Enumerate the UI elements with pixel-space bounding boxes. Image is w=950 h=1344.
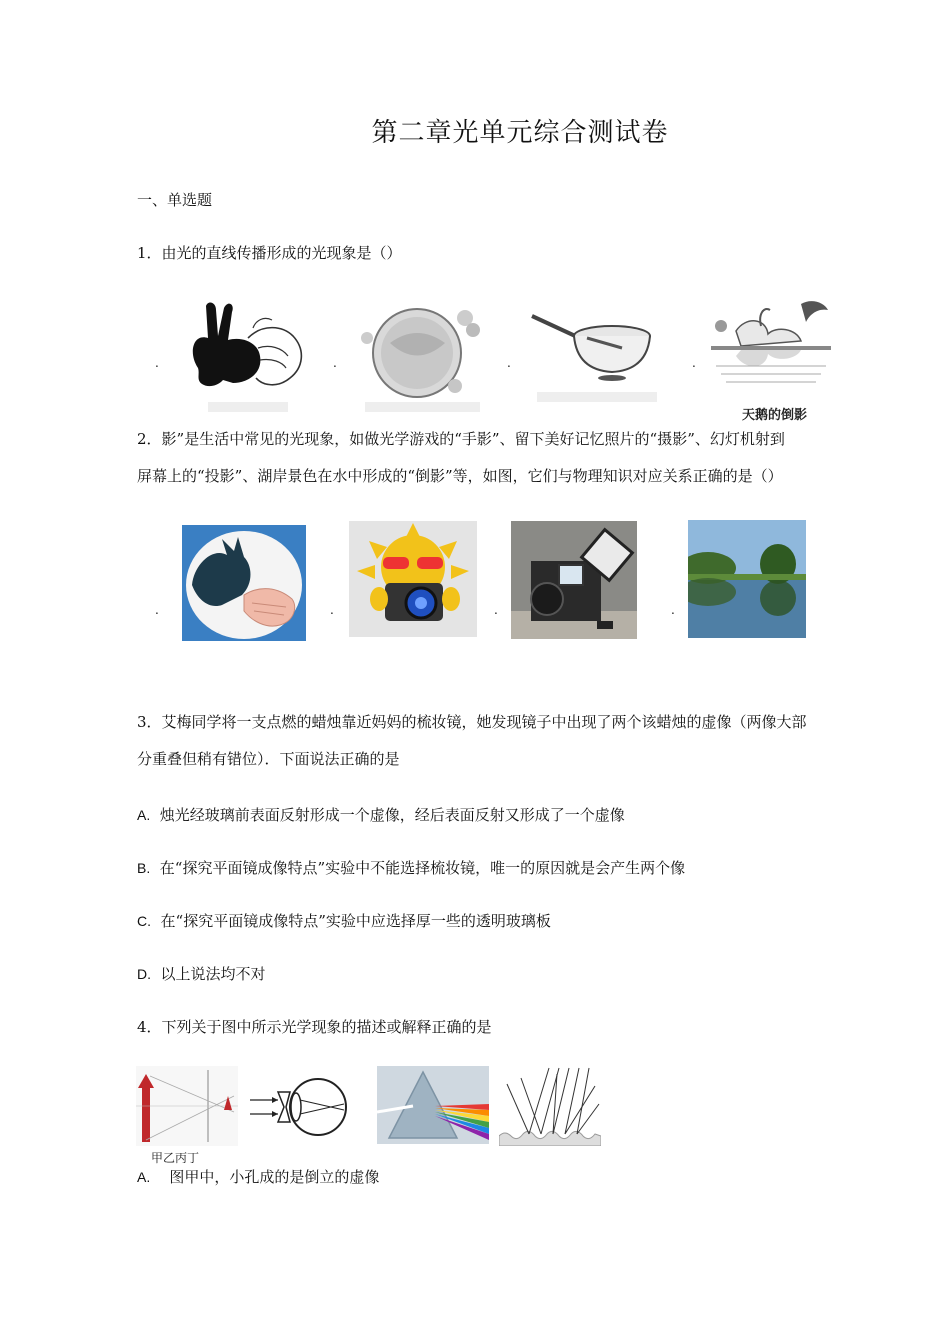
swan-reflection-icon	[706, 296, 836, 404]
question-1-text: 1．由光的直线传播形成的光现象是（）	[137, 244, 402, 262]
option-letter: A.	[137, 807, 151, 823]
option-text: 在“探究平面镜成像特点”实验中应选择厚一些的透明玻璃板	[160, 912, 551, 930]
question-3-line2: 分重叠但稍有错位）．下面说法正确的是	[137, 750, 400, 768]
question-3-line1: 3．艾梅同学将一支点燃的蜡烛靠近妈妈的梳妆镜，她发现镜子中出现了两个该蜡烛的虚像（两像大部	[137, 713, 807, 731]
option-text: 以上说法均不对	[160, 965, 266, 983]
option-letter: B.	[137, 860, 151, 876]
question-2-line1: 2．影”是生活中常见的光现象，如做光学游戏的“手影”、留下美好记忆照片的“摄影”、幻灯机射到	[137, 430, 785, 448]
option-dot: .	[330, 603, 334, 617]
hand-shadow-rabbit-icon	[178, 298, 313, 418]
option-a[interactable]	[137, 804, 625, 826]
option-letter: C.	[137, 913, 151, 929]
swan-caption: 天鹅的倒影	[742, 408, 808, 423]
magnifier-icon	[355, 298, 490, 418]
option-letter: D.	[137, 966, 151, 982]
option-text: 图甲中，小孔成的是倒立的虚像	[169, 1168, 380, 1186]
prism-dispersion-icon	[377, 1066, 489, 1144]
diffuse-reflection-icon	[499, 1064, 601, 1146]
hand-shadow-dog-icon	[182, 525, 306, 641]
question-4-text: 4．下列关于图中所示光学现象的描述或解释正确的是	[137, 1018, 492, 1036]
section-heading: 一、单选题	[137, 191, 213, 209]
option-dot: .	[155, 356, 159, 370]
lake-reflection-icon	[688, 520, 806, 638]
chopsticks-in-bowl-icon	[527, 308, 662, 408]
eye-lens-diagram-icon	[248, 1072, 356, 1142]
figure-labels: 甲乙丙丁	[151, 1151, 200, 1165]
option-dot: .	[333, 356, 337, 370]
option-c[interactable]	[137, 910, 551, 932]
option-d[interactable]	[137, 963, 266, 985]
sun-camera-icon	[349, 521, 477, 637]
option-dot: .	[671, 603, 675, 617]
option-dot: .	[692, 356, 696, 370]
option-text: 烛光经玻璃前表面反射形成一个虚像，经后表面反射又形成了一个虚像	[159, 806, 625, 824]
option-dot: .	[155, 603, 159, 617]
option-text: 在“探究平面镜成像特点”实验中不能选择梳妆镜，唯一的原因就是会产生两个像	[159, 859, 686, 877]
question-2-line2: 屏幕上的“投影”、湖岸景色在水中形成的“倒影”等，如图，它们与物理知识对应关系正确的是（）	[137, 467, 783, 485]
slide-projector-icon	[511, 521, 637, 639]
q4-option-a[interactable]	[137, 1166, 379, 1188]
option-letter: A.	[137, 1169, 151, 1185]
page-title: 第二章光单元综合测试卷	[371, 118, 669, 148]
option-dot: .	[494, 603, 498, 617]
option-b[interactable]	[137, 857, 685, 879]
option-dot: .	[507, 356, 511, 370]
pinhole-diagram-icon	[136, 1066, 238, 1146]
